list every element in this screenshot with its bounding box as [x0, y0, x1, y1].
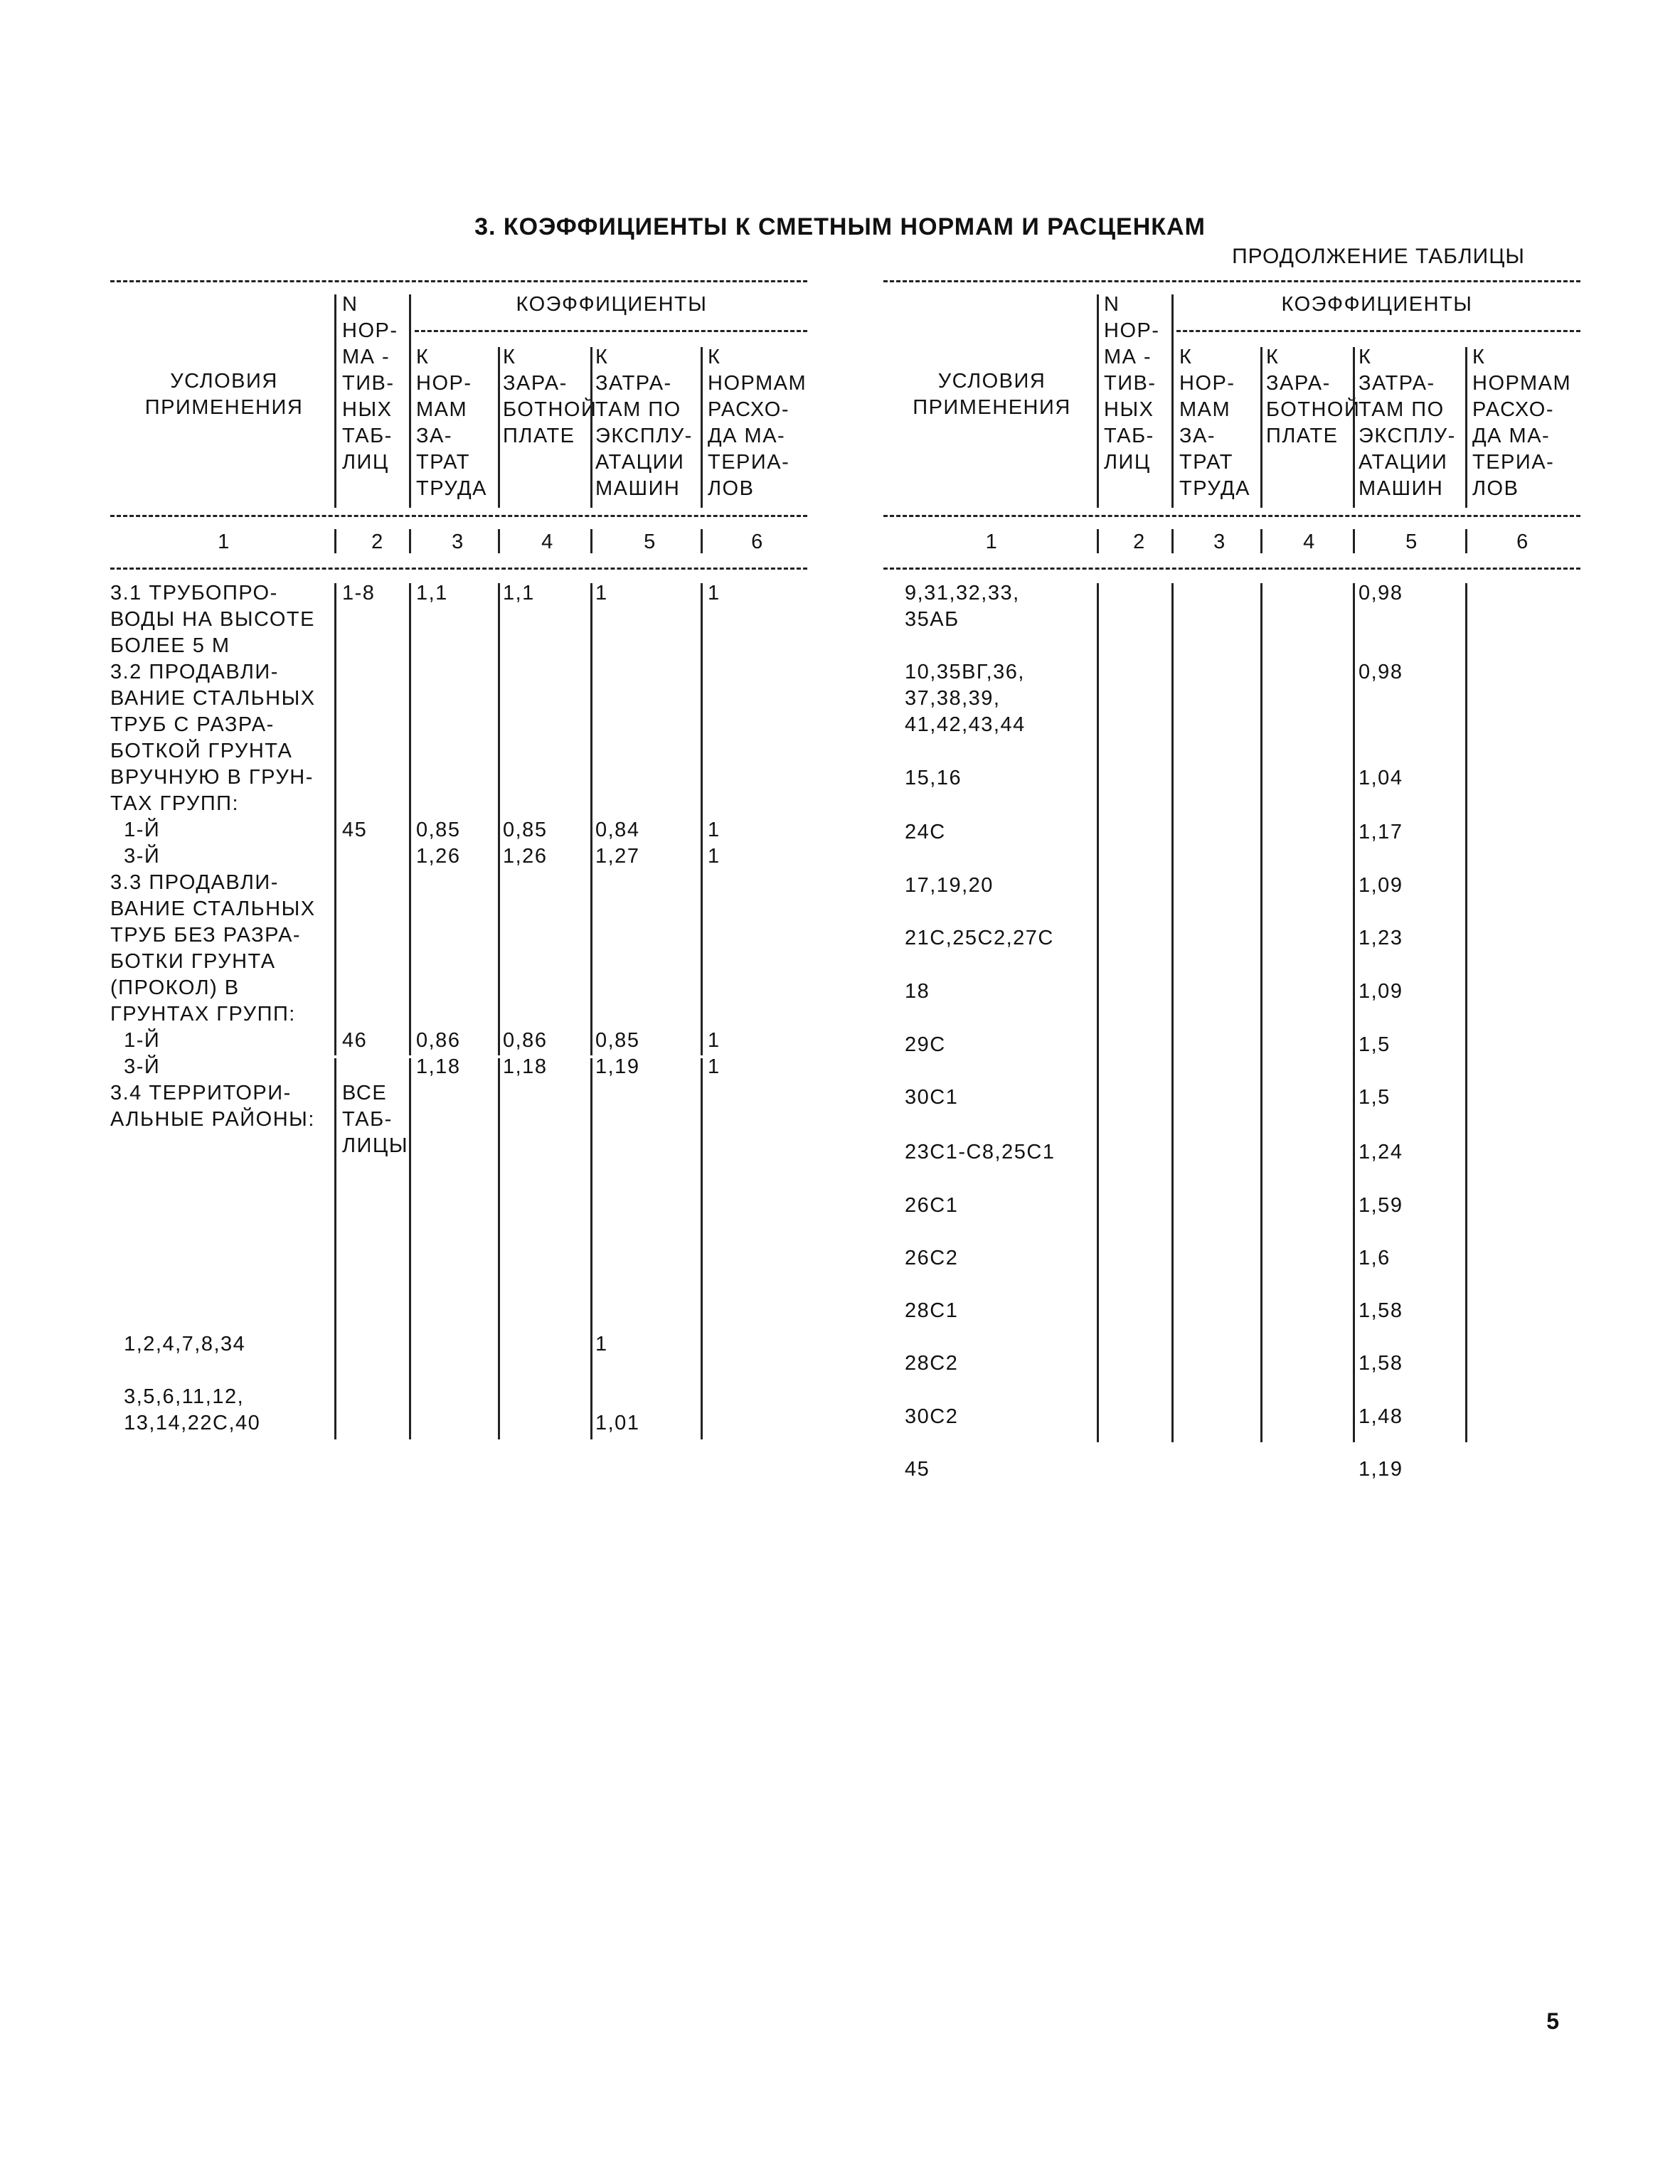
column-rule — [1260, 529, 1262, 553]
column-rule — [334, 529, 336, 553]
column-rule — [701, 529, 703, 553]
row-condition: 3,5,6,11,12, 13,14,22С,40 — [124, 1385, 261, 1434]
header-table-number: N НОР- МА - ТИВ- НЫХ ТАБ- ЛИЦ — [342, 293, 398, 474]
column-rule — [334, 294, 336, 508]
column-rule — [590, 583, 592, 1055]
column-rule — [701, 347, 703, 508]
column-number: 4 — [541, 531, 554, 553]
row-table-list: 21С,25С2,27С — [905, 927, 1054, 949]
row-table-ref: 46 — [342, 1029, 368, 1052]
header-machines: К ЗАТРА- ТАМ ПО ЭКСПЛУ- АТАЦИИ МАШИН — [595, 346, 693, 500]
row-table-list: 45 — [905, 1458, 930, 1481]
column-rule — [590, 347, 592, 508]
row-condition: 1-Й 3-Й — [124, 1029, 161, 1078]
row-table-list: 26С1 — [905, 1194, 959, 1217]
column-number: 6 — [1516, 531, 1529, 553]
column-rule — [334, 1058, 336, 1439]
column-number: 3 — [452, 531, 464, 553]
row-condition: 3.4 ТЕРРИТОРИ- АЛЬНЫЕ РАЙОНЫ: — [110, 1082, 315, 1131]
row-coef-labor: 0,85 1,26 — [416, 819, 461, 868]
row-condition: 3.3 ПРОДАВЛИ- ВАНИЕ СТАЛЬНЫХ ТРУБ БЕЗ РАЗРА- БОТКИ ГРУНТА (ПРОКОЛ) В ГРУНТАХ ГРУПП: — [110, 871, 316, 1026]
row-table-list: 26С2 — [905, 1247, 959, 1269]
row-table-list: 24С — [905, 821, 946, 843]
row-coef-machines: 1 — [595, 582, 608, 604]
column-rule — [334, 583, 336, 1055]
row-coef-machines: 1,58 — [1359, 1352, 1403, 1375]
continuation-label: ПРОДОЛЖЕНИЕ ТАБЛИЦЫ — [1232, 245, 1525, 268]
row-table-ref: 1-8 — [342, 582, 376, 604]
row-table-list: 23С1-С8,25С1 — [905, 1141, 1056, 1163]
row-table-list: 17,19,20 — [905, 874, 994, 897]
row-coef-machines: 0,98 — [1359, 661, 1403, 683]
column-number: 1 — [218, 531, 230, 553]
column-rule — [590, 1058, 592, 1439]
row-table-list: 30С2 — [905, 1405, 959, 1428]
column-rule — [1465, 529, 1467, 553]
column-rule — [409, 294, 411, 508]
column-rule — [1097, 583, 1099, 1442]
column-rule — [498, 1058, 500, 1439]
header-table-number: N НОР- МА - ТИВ- НЫХ ТАБ- ЛИЦ — [1104, 293, 1160, 474]
row-coef-machines: 0,98 — [1359, 582, 1403, 604]
column-rule — [1097, 294, 1099, 508]
column-rule — [409, 583, 411, 1055]
row-coef-machines: 1,17 — [1359, 821, 1403, 843]
row-table-list: 18 — [905, 980, 930, 1003]
header-machines: К ЗАТРА- ТАМ ПО ЭКСПЛУ- АТАЦИИ МАШИН — [1359, 346, 1456, 500]
row-coef-wage: 1,1 — [503, 582, 535, 604]
header-coefficients: КОЭФФИЦИЕНТЫ — [516, 293, 708, 316]
row-coef-machines: 1,23 — [1359, 927, 1403, 949]
row-coef-labor: 1,1 — [416, 582, 448, 604]
header-labor: К НОР- МАМ ЗА- ТРАТ ТРУДА — [416, 346, 488, 500]
row-coef-materials: 1 1 — [708, 819, 721, 868]
row-coef-machines: 1,5 — [1359, 1086, 1391, 1109]
row-table-list: 29С — [905, 1033, 946, 1056]
rule — [883, 568, 1580, 570]
row-coef-machines: 1,5 — [1359, 1033, 1391, 1056]
row-coef-materials: 1 — [708, 582, 721, 604]
column-rule — [1260, 347, 1262, 508]
column-rule — [409, 529, 411, 553]
rule — [883, 280, 1580, 282]
row-coef-machines: 1,09 — [1359, 874, 1403, 897]
column-rule — [1465, 347, 1467, 508]
column-rule — [701, 583, 703, 1055]
page-number: 5 — [1546, 2008, 1559, 2034]
row-coef-machines: 1,58 — [1359, 1299, 1403, 1322]
row-table-list: 9,31,32,33, 35АБ — [905, 582, 1020, 631]
row-table-list: 10,35ВГ,36, 37,38,39, 41,42,43,44 — [905, 661, 1026, 736]
row-condition: 3.2 ПРОДАВЛИ- ВАНИЕ СТАЛЬНЫХ ТРУБ С РАЗРА- БОТКОЙ ГРУНТА ВРУЧНУЮ В ГРУН- ТАХ ГРУПП: — [110, 661, 316, 815]
row-coef-machines: 1,09 — [1359, 980, 1403, 1003]
row-coef-machines: 0,84 1,27 — [595, 819, 640, 868]
header-materials: К НОРМАМ РАСХО- ДА МА- ТЕРИА- ЛОВ — [1472, 346, 1572, 500]
row-coef-machines: 1,19 — [1359, 1458, 1403, 1481]
column-rule — [1097, 529, 1099, 553]
column-rule — [1171, 583, 1174, 1442]
header-conditions: УСЛОВИЯ ПРИМЕНЕНИЯ — [144, 370, 304, 419]
header-conditions: УСЛОВИЯ ПРИМЕНЕНИЯ — [913, 370, 1071, 419]
header-materials: К НОРМАМ РАСХО- ДА МА- ТЕРИА- ЛОВ — [708, 346, 807, 500]
row-coef-machines: 1,24 — [1359, 1141, 1403, 1163]
row-table-list: 15,16 — [905, 767, 962, 789]
row-condition: 1,2,4,7,8,34 — [110, 1333, 246, 1355]
column-number: 3 — [1213, 531, 1226, 553]
column-number: 1 — [985, 531, 999, 553]
row-coef-machines: 1,59 — [1359, 1194, 1403, 1217]
row-coef-wage: 0,85 1,26 — [503, 819, 548, 868]
column-number: 2 — [371, 531, 384, 553]
column-number: 4 — [1303, 531, 1316, 553]
column-rule — [498, 347, 500, 508]
rule — [883, 515, 1580, 517]
rule — [415, 330, 807, 332]
header-wage: К ЗАРА- БОТНОЙ ПЛАТЕ — [1266, 346, 1361, 447]
header-labor: К НОР- МАМ ЗА- ТРАТ ТРУДА — [1179, 346, 1251, 500]
header-coefficients: КОЭФФИЦИЕНТЫ — [1281, 293, 1473, 316]
row-coef-wage: 0,86 1,18 — [503, 1029, 548, 1078]
column-rule — [590, 529, 592, 553]
column-number: 5 — [1405, 531, 1418, 553]
column-rule — [701, 1058, 703, 1439]
column-rule — [1465, 583, 1467, 1442]
page-title: 3. КОЭФФИЦИЕНТЫ К СМЕТНЫМ НОРМАМ И РАСЦЕНКАМ — [474, 213, 1206, 240]
row-table-ref: ВСЕ ТАБ- ЛИЦЫ — [342, 1082, 408, 1157]
column-rule — [1353, 529, 1355, 553]
row-condition: 1-Й 3-Й — [124, 819, 161, 868]
column-rule — [1260, 583, 1262, 1442]
row-coef-machines: 1,6 — [1359, 1247, 1391, 1269]
row-table-list: 30С1 — [905, 1086, 959, 1109]
column-number: 2 — [1133, 531, 1146, 553]
row-coef-machines: 1,01 — [595, 1412, 640, 1434]
column-rule — [498, 529, 500, 553]
rule — [1176, 330, 1580, 332]
row-coef-machines: 1 — [595, 1333, 608, 1355]
row-coef-materials: 1 1 — [708, 1029, 721, 1078]
column-rule — [1353, 347, 1355, 508]
column-number: 6 — [751, 531, 764, 553]
row-coef-machines: 1,04 — [1359, 767, 1403, 789]
header-wage: К ЗАРА- БОТНОЙ ПЛАТЕ — [503, 346, 597, 447]
rule — [110, 280, 807, 282]
rule — [110, 515, 807, 517]
column-rule — [1171, 529, 1174, 553]
column-number: 5 — [644, 531, 656, 553]
row-table-list: 28С2 — [905, 1352, 959, 1375]
rule — [110, 568, 807, 570]
row-coef-machines: 0,85 1,19 — [595, 1029, 640, 1078]
column-rule — [409, 1058, 411, 1439]
row-coef-machines: 1,48 — [1359, 1405, 1403, 1428]
row-coef-labor: 0,86 1,18 — [416, 1029, 461, 1078]
row-table-ref: 45 — [342, 819, 368, 841]
column-rule — [498, 583, 500, 1055]
column-rule — [1171, 294, 1174, 508]
row-table-list: 28С1 — [905, 1299, 959, 1322]
column-rule — [1353, 583, 1355, 1442]
row-condition: 3.1 ТРУБОПРО- ВОДЫ НА ВЫСОТЕ БОЛЕЕ 5 М — [110, 582, 315, 657]
